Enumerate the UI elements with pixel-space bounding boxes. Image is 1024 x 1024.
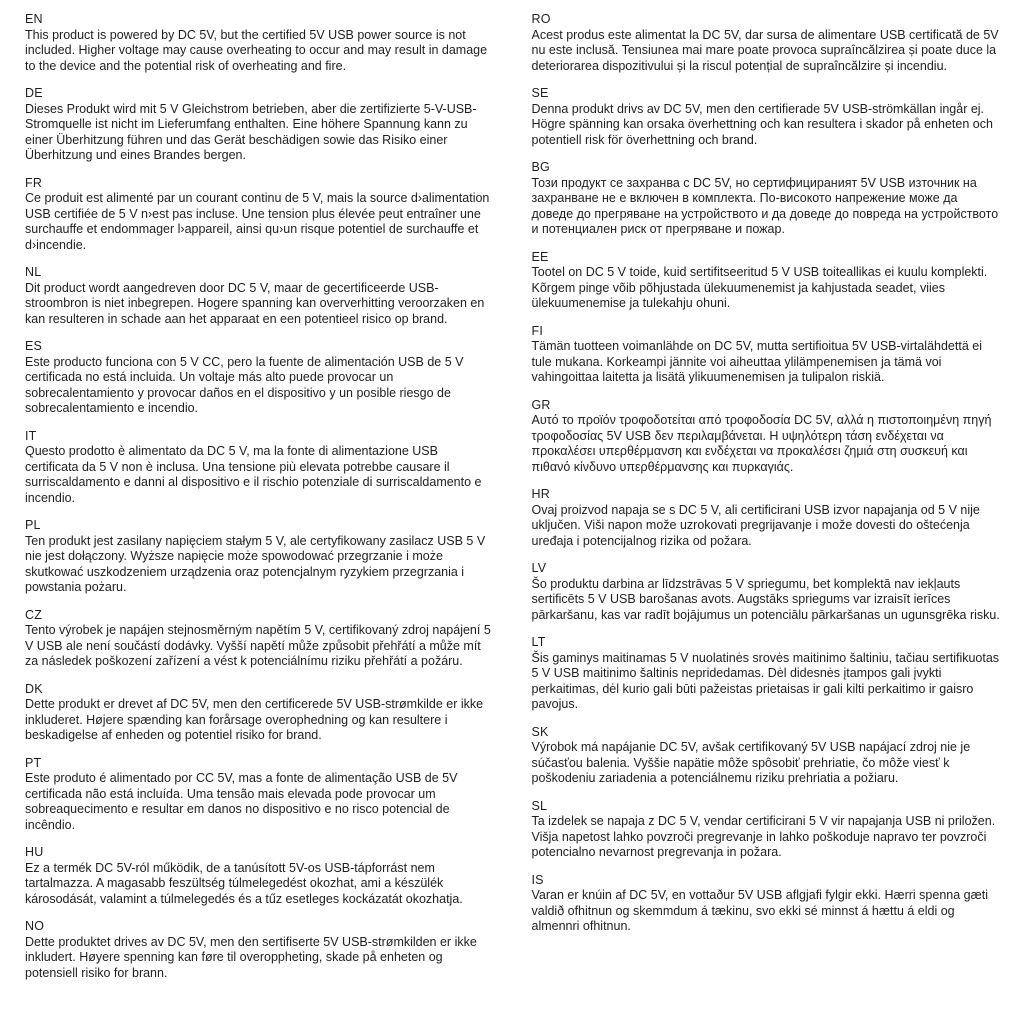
language-code: FI (531, 323, 544, 338)
language-text: Šo produktu darbina ar līdzstrāvas 5 V spriegumu, bet komplektā nav iekļauts sertificēts 5 V USB barošanas avots. Augstāks spriegums var izraisīt ierīces pārkaršanu, kas var radīt bojājumus un potenciālu pārkaršanas un ugunsgrēka risku. (531, 576, 1000, 622)
language-section-cz (25, 608, 494, 670)
language-code: IS (531, 872, 544, 887)
language-section-de (25, 86, 494, 164)
language-section-sl (532, 799, 1001, 861)
language-text: Dit product wordt aangedreven door DC 5 V, maar de gecertificeerde USB-stroombron is niet inbegrepen. Hogere spanning kan oververhitting veroorzaken en kan resulteren in schade aan het apparaat en een potentieel risico op brand. (25, 280, 485, 326)
language-section-lv (532, 561, 1001, 623)
column-right (532, 12, 1001, 993)
language-code: EN (25, 12, 43, 26)
language-text: This product is powered by DC 5V, but the certified 5V USB power source is not included. Higher voltage may cause overheating to occur and may result in damage to the device and the potential risk of overheating and fire. (25, 27, 488, 73)
language-text: Ez a termék DC 5V-ról működik, de a tanúsított 5V-os USB-tápforrást nem tartalmazza. A magasabb feszültség túlmelegedést okozhat, ami a készülék károsodását, valamint a túlmelegedés és a tűz esetleges kockázatát okozhatja. (25, 860, 463, 906)
language-text: Tämän tuotteen voimanlähde on DC 5V, mutta sertifioitua 5V USB-virtalähdettä ei tule mukana. Korkeampi jännite voi aiheuttaa ylilämpenemisen ja tämä voi vahingoittaa laitetta ja lisätä ylikuumenemisen ja tulipalon riskiä. (531, 339, 982, 384)
language-text: Ce produit est alimenté par un courant continu de 5 V, mais la source d›alimentation USB certifiée de 5 V n›est pas incluse. Une tension plus élevée peut entraîner une surchauffe et endommager l›appareil, ainsi qu›un risque potentiel de surchauffe et d›incendie. (25, 191, 490, 252)
language-text: Este producto funciona con 5 V CC, pero la fuente de alimentación USB de 5 V certificada no está incluida. Un voltaje más alto puede provocar un sobrecalentamiento y provocar daños en el dispositivo y un posible riesgo de sobrecalentamiento e incendio. (25, 354, 464, 415)
language-section-hu (25, 845, 494, 907)
language-text: Tootel on DC 5 V toide, kuid sertifitseeritud 5 V USB toiteallikas ei kuulu komplekti. Kõrgem pinge võib põhjustada ülekuumenemist ja kahjustada seadet, viies ülekuumenemise ja tulekahju ohuni. (531, 265, 988, 310)
language-section-hr (532, 487, 1001, 549)
language-text: Šis gaminys maitinamas 5 V nuolatinės srovės maitinimo šaltiniu, tačiau sertifikuotas 5 V USB maitinimo šaltinis nepridedamas. Dėl didesnės įtampos gali įvykti perkaitimas, dėl kurio gali būti pažeistas prietaisas ir gali kilti perkaitimo ir gaisro pavojus. (531, 650, 1000, 711)
language-code: PL (25, 518, 41, 532)
language-code: ES (25, 339, 43, 353)
language-section-es (25, 339, 494, 417)
column-left (25, 12, 494, 993)
language-text: Ovaj proizvod napaja se s DC 5 V, ali certificirani USB izvor napajanja od 5 V nije uključen. Viši napon može uzrokovati pregrijavanje i može dovesti do oštećenja uređaja i potencijalnog rizika od požara. (531, 502, 980, 548)
language-section-ro (532, 12, 1001, 74)
language-section-sk (532, 725, 1001, 787)
language-text: Αυτό το προϊόν τροφοδοτείται από τροφοδοσία DC 5V, αλλά η πιστοποιημένη πηγή τροφοδοσίας 5V USB δεν περιλαμβάνεται. Η υψηλότερη τάση ενδέχεται να προκαλέσει υπερθέρμανση και ενδέχεται να προκαλέσει ζημιά στη συσκευή και πιθανό κίνδυνο υπερθέρμανσης και πυρκαγιάς. (531, 413, 992, 474)
language-code: BG (531, 160, 550, 174)
language-code: SE (531, 86, 549, 100)
language-code: NL (25, 265, 42, 279)
language-code: DE (25, 86, 43, 100)
language-code: SL (531, 798, 548, 813)
language-section-lt (532, 635, 1001, 713)
language-text: Tento výrobek je napájen stejnosměrným napětím 5 V, certifikovaný zdroj napájení 5 V USB ale není součástí dodávky. Vyšší napětí může způsobit přehřátí a může mít za následek poškození zařízení a vést k potenciálnímu riziku přehřátí a požáru. (25, 623, 491, 668)
language-section-fi (532, 324, 1001, 386)
language-section-fr (25, 176, 494, 254)
language-section-dk (25, 682, 494, 744)
language-code: PT (25, 755, 42, 770)
language-text: Dieses Produkt wird mit 5 V Gleichstrom betrieben, aber die zertifizierte 5-V-USB-Stromquelle ist nicht im Lieferumfang enthalten. Eine höhere Spannung kann zu einer Überhitzung führen und das Gerät beschädigen sowie das Risiko einer Überhitzung und eines Brandes bergen. (25, 101, 477, 162)
language-text: Výrobok má napájanie DC 5V, avšak certifikovaný 5V USB napájací zdroj nie je súčasťou balenia. Vyššie napätie môže spôsobiť prehriatie, čo môže viesť k poškodeniu zariadenia a potenciálnemu riziku prehriatia a požiaru. (531, 740, 971, 785)
language-section-ee (532, 250, 1001, 312)
language-text: Questo prodotto è alimentato da DC 5 V, ma la fonte di alimentazione USB certificata da 5 V non è inclusa. Una tensione più elevata potrebbe causare il surriscaldamento e danni al dispositivo e il rischio potenziale di surriscaldamento e incendio. (25, 444, 482, 505)
language-text: Ten produkt jest zasilany napięciem stałym 5 V, ale certyfikowany zasilacz USB 5 V nie jest dołączony. Wyższe napięcie może spowodować przegrzanie i może skutkować uszkodzeniem urządzenia oraz potencjalnym ryzykiem przegrzania i powstania pożaru. (25, 533, 486, 594)
language-code: FR (25, 175, 43, 190)
language-section-pt (25, 756, 494, 834)
language-section-se (532, 86, 1001, 148)
language-section-it (25, 429, 494, 507)
language-text: Este produto é alimentado por CC 5V, mas a fonte de alimentação USB de 5V certificada não está incluída. Uma tensão mais elevada pode provocar um sobreaquecimento e resultar em danos no dispositivo e no risco potencial de incêndio. (25, 771, 458, 832)
language-section-is (532, 873, 1001, 935)
language-section-bg (532, 160, 1001, 238)
language-code: IT (25, 428, 37, 443)
language-code: EE (531, 249, 549, 264)
language-code: LV (531, 561, 547, 575)
language-text: Varan er knúin af DC 5V, en vottaður 5V USB aflgjafi fylgir ekki. Hærri spenna gæti valdið ofhitnun og skemmdum á tækinu, svo ekki sé minnst á hættu á eldi og almennri ofhitnun. (531, 888, 988, 933)
language-text: Dette produktet drives av DC 5V, men den sertifiserte 5V USB-strømkilden er ikke inkludert. Høyere spenning kan føre til overoppheting, skade på enheten og potensiell risiko for brann. (25, 934, 477, 980)
language-text: Acest produs este alimentat la DC 5V, dar sursa de alimentare USB certificată de 5V nu este inclusă. Tensiunea mai mare poate provoca supraîncălzirea și poate duce la deteriorarea dispozitivului și la riscul potențial de supraîncălzire și incendiu. (531, 27, 999, 73)
language-section-no (25, 919, 494, 981)
language-code: CZ (25, 607, 43, 622)
language-code: SK (531, 724, 549, 739)
language-code: HR (531, 487, 550, 501)
language-section-pl (25, 518, 494, 596)
language-text: Този продукт се захранва с DC 5V, но сертифицираният 5V USB източник на захранване не е включен в комплекта. По-високото напрежение може да доведе до прегряване на устройството и да доведе до повреда на устройството и потенциален риск от прегряване и пожар. (531, 175, 999, 236)
language-section-gr (532, 398, 1001, 476)
language-code: NO (25, 919, 45, 933)
language-text: Ta izdelek se napaja z DC 5 V, vendar certificirani 5 V vir napajanja USB ni priložen. Višja napetost lahko povzroči pregrevanje in lahko poškoduje napravo ter povzroči potencialno nevarnost pregrevanja in požara. (531, 814, 996, 859)
language-code: RO (531, 12, 551, 26)
language-section-en (25, 12, 494, 74)
language-code: HU (25, 845, 44, 859)
language-section-nl (25, 265, 494, 327)
language-text: Dette produkt er drevet af DC 5V, men den certificerede 5V USB-strømkilde er ikke inkluderet. Højere spænding kan forårsage overophedning og kan resultere i beskadigelse af enheden og potentiel risiko for brand. (25, 697, 484, 742)
language-text: Denna produkt drivs av DC 5V, men den certifierade 5V USB-strömkällan ingår ej. Högre spänning kan orsaka överhettning och kan resultera i skador på enheten och potentiell risk för överhettning och brand. (531, 101, 993, 147)
language-code: LT (531, 635, 546, 649)
language-code: GR (531, 397, 551, 412)
language-code: DK (25, 681, 43, 696)
